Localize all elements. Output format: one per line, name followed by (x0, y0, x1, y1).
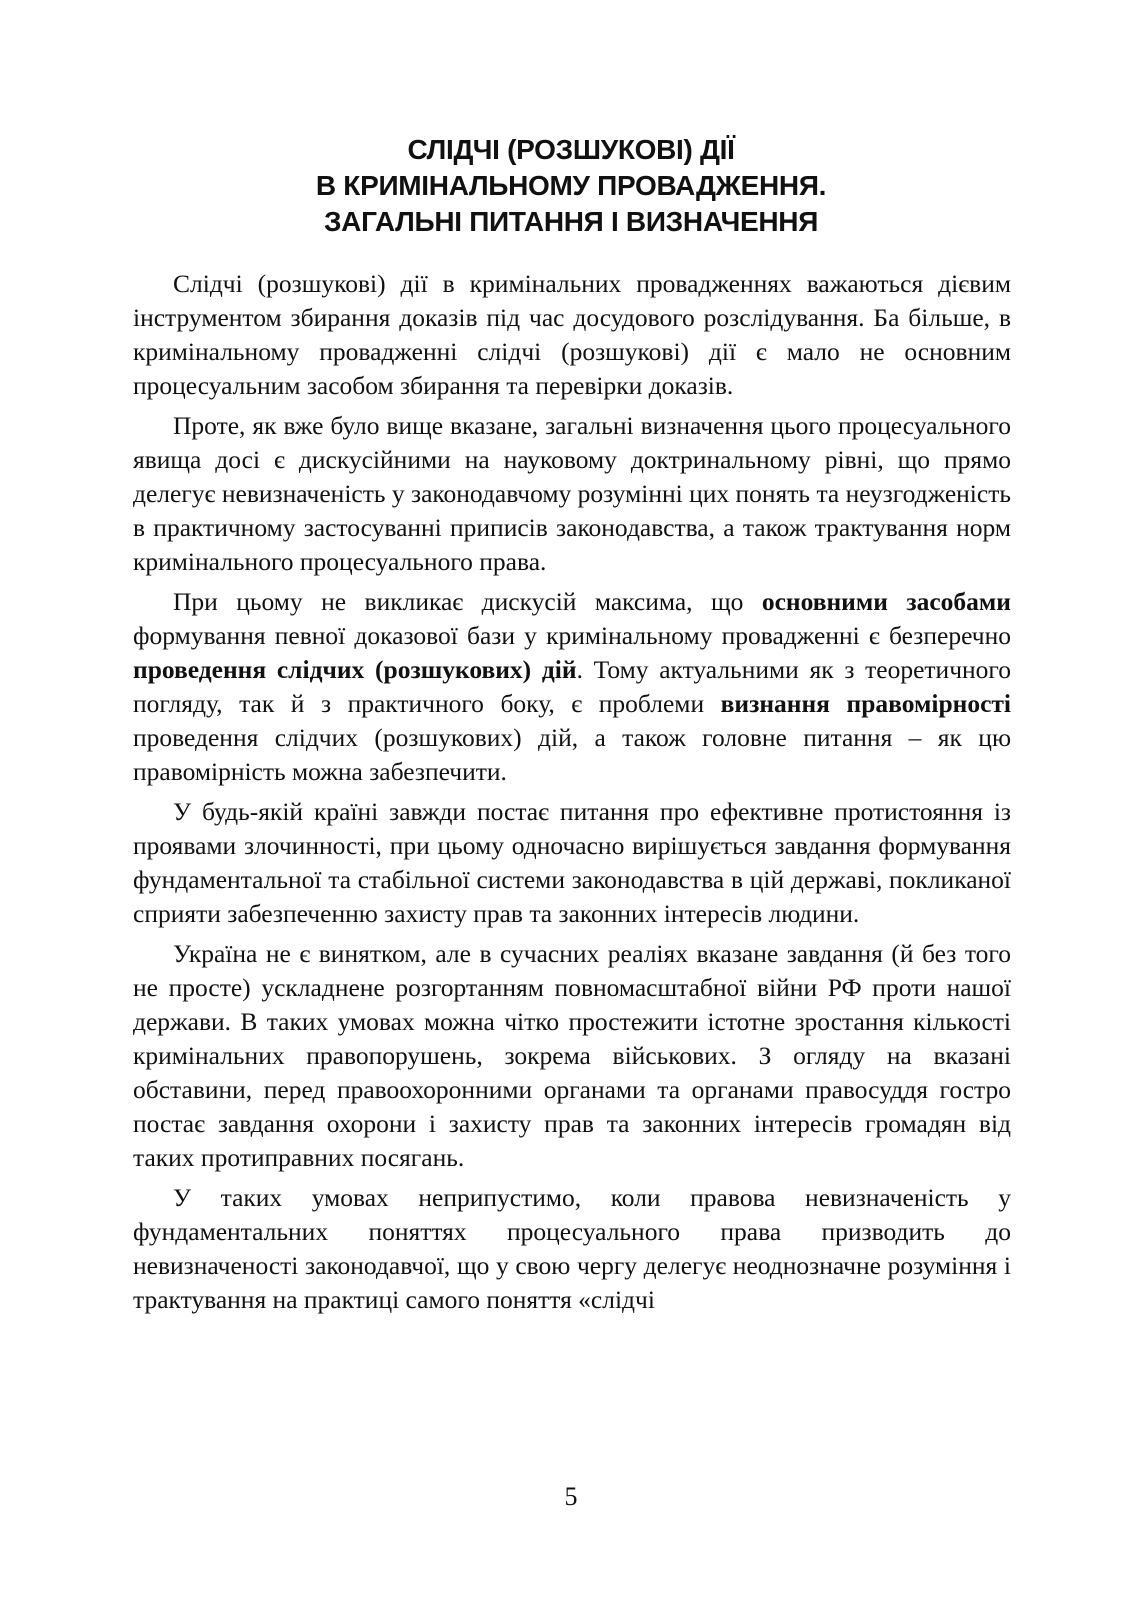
bold-phrase-recognition-lawfulness: визнання правомірності (720, 689, 1011, 718)
title-line-2: В КРИМІНАЛЬНОМУ ПРОВАДЖЕННЯ. (315, 170, 827, 201)
bold-phrase-conducting-actions: проведення слідчих (розшукових) дій (133, 655, 577, 684)
paragraph-1: Слідчі (розшукові) дії в кримінальних провадженнях важаються дієвим інструментом збирання доказів під час досудового розслідування. Ба більше, в кримінальному провадженні слідчі (розшукові) дії є мало не основним процесуальним засобом збирання та перевірки доказів. (133, 269, 1011, 400)
paragraph-3-text: При цьому не викликає дискусій максима, що (173, 587, 762, 616)
paragraph-5: Україна не є винятком, але в сучасних реаліях вказане завдання (й без того не просте) ускладнене розгортанням повномасштабної війни РФ проти нашої держави. В таких умовах можна чітко простежити істотне зростання кількості кримінальних правопорушень, зокрема військових. З огляду на вказані обставини, перед правоохоронними органами та органами правосуддя гостро постає завдання охорони і захисту прав та законних інтересів громадян від таких протиправних посягань. (133, 939, 1011, 1172)
body-text (133, 267, 1011, 1323)
title-line-1: СЛІДЧІ (РОЗШУКОВІ) ДІЇ (407, 134, 735, 165)
title-line-3: ЗАГАЛЬНІ ПИТАННЯ І ВИЗНАЧЕННЯ (323, 206, 819, 237)
paragraph-6: У таких умовах неприпустимо, коли правова невизначеність у фундаментальних поняттях процесуального права призводить до невизначеності законодавчої, що у свою чергу делегує неоднозначне розуміння і трактування на практиці самого поняття «слідчі (133, 1183, 1011, 1314)
paragraph-3-text: . Тому актуальними як з теоретичного погляду, так й з практичного боку, є проблеми (133, 655, 1012, 718)
paragraph-3-text: проведення слідчих (розшукових) дій, а також головне питання – як цю правомірність можна забезпечити. (133, 723, 1011, 786)
paragraph-4: У будь-якій країні завжди постає питання про ефективне протистояння із проявами злочинності, при цьому одночасно вирішується завдання формування фундаментальної та стабільної системи законодавства в цій державі, покликаної сприяти забезпеченню захисту прав та законних інтересів людини. (133, 797, 1011, 928)
paragraph-2: Проте, як вже було вище вказане, загальні визначення цього процесуального явища досі є дискусійними на науковому доктринальному рівні, що прямо делегує невизначеність у законодавчому розумінні цих понять та неузгодженість в практичному застосуванні приписів законодавства, а також трактування норм кримінального процесуального права. (133, 411, 1011, 576)
paragraph-3 (133, 585, 1011, 789)
page-number: 5 (564, 1482, 578, 1511)
bold-phrase-main-means: основними засобами (761, 587, 1011, 616)
chapter-title (130, 132, 1012, 240)
paragraph-3-text: формування певної доказової бази у кримінальному провадженні є безперечно (133, 621, 1011, 650)
